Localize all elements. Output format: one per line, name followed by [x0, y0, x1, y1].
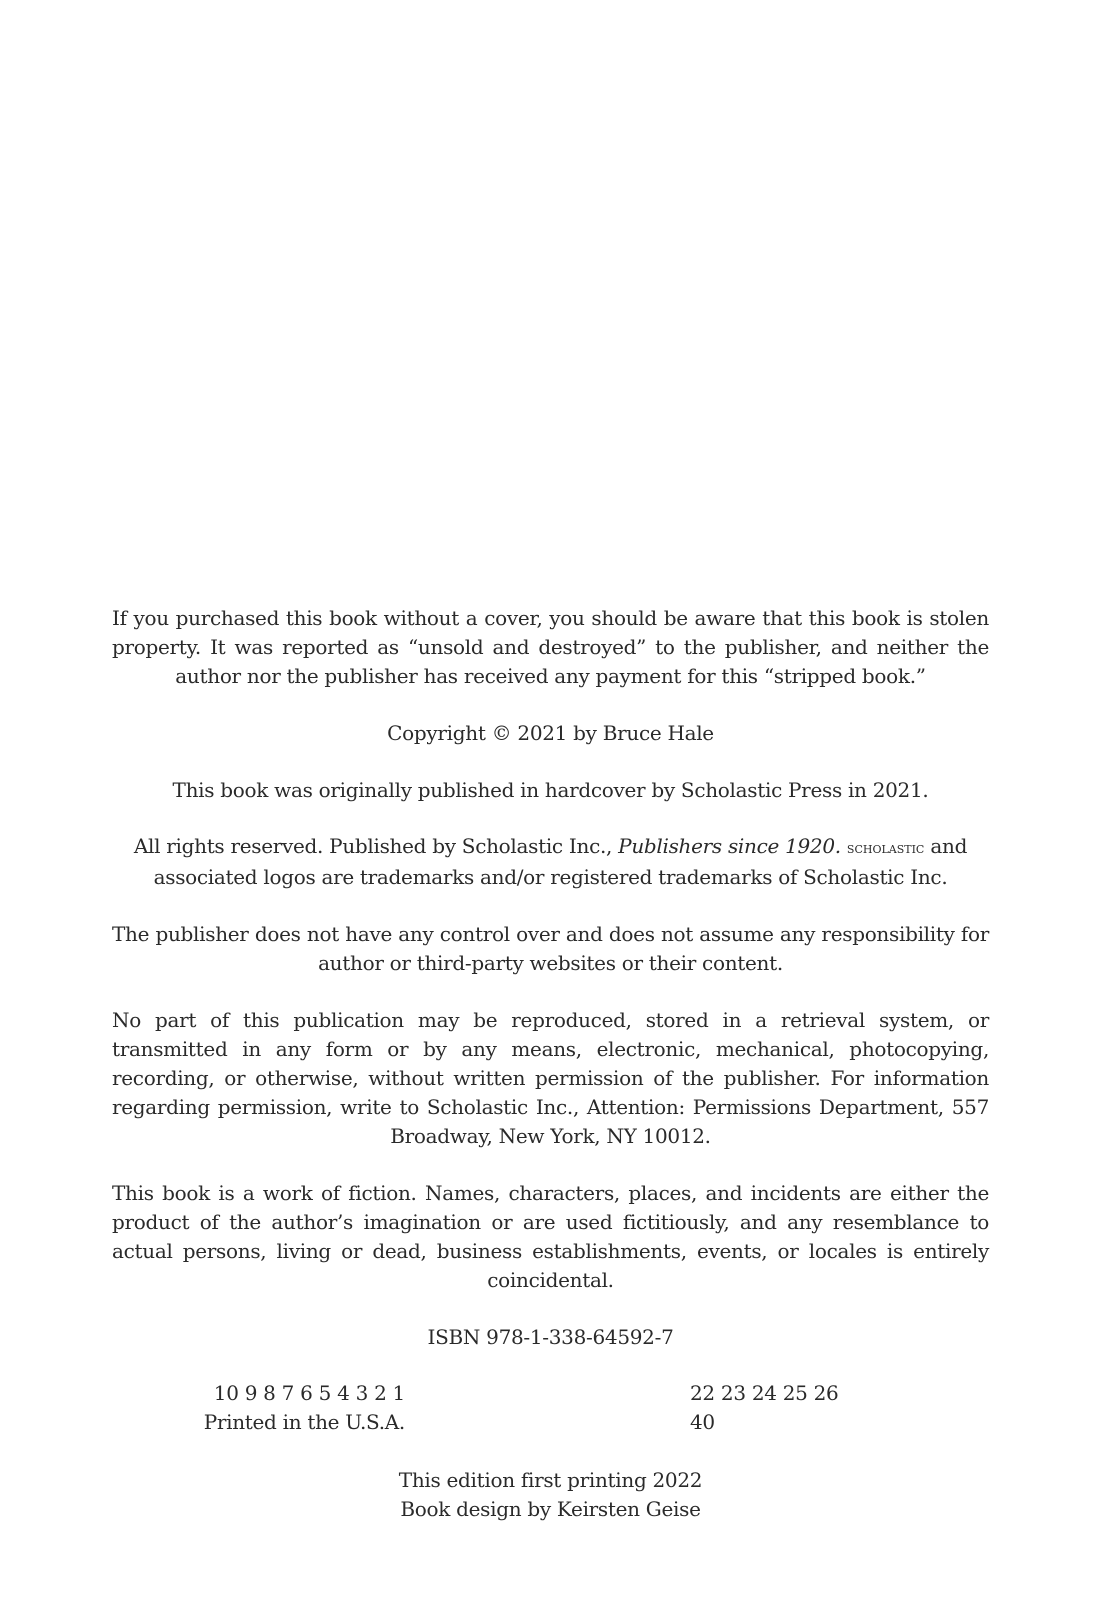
rights-reserved-notice — [112, 832, 989, 892]
printing-info — [112, 1379, 989, 1437]
book-design-credit: Book design by Keirsten Geise — [400, 1497, 701, 1521]
copyright-page — [112, 604, 989, 1524]
printing-year-line: 22 23 24 25 26 — [690, 1381, 839, 1405]
copyright-line: Copyright © 2021 by Bruce Hale — [387, 721, 714, 745]
printing-number-line: 10 9 8 7 6 5 4 3 2 1 — [213, 1381, 405, 1405]
isbn-line: ISBN 978-1-338-64592-7 — [427, 1325, 674, 1349]
edition-credits — [112, 1466, 989, 1524]
third-party-disclaimer: The publisher does not have any control over and does not assume any responsibility for author or third-party websites or their content. — [112, 922, 989, 975]
scholastic-wordmark: scholastic — [846, 839, 925, 857]
plant-code: 40 — [690, 1410, 715, 1434]
publishers-since-text: Publishers since 1920. — [618, 834, 841, 858]
printing-right-column — [690, 1379, 838, 1437]
rights-text-end: and associated logos are trademarks and/or registered trademarks of Scholastic Inc. — [153, 834, 968, 889]
stripped-book-notice: If you purchased this book without a cover, you should be aware that this book is stolen property. It was reported as “unsold and destroyed” to the publisher, and neither the author nor the publisher has received any payment for this “stripped book.” — [112, 606, 989, 688]
original-publication-note: This book was originally published in hardcover by Scholastic Press in 2021. — [172, 778, 929, 802]
printing-left-column — [204, 1379, 405, 1437]
fiction-disclaimer: This book is a work of fiction. Names, characters, places, and incidents are either the product of the author’s imagination or are used fictitiously, and any resemblance to actual persons, living or dead, business establishments, events, or locales is entirely coincidental. — [112, 1181, 989, 1292]
reproduction-notice: No part of this publication may be reproduced, stored in a retrieval system, or transmitted in any form or by any means, electronic, mechanical, photocopying, recording, or otherwise, without written permission of the publisher. For information regarding permission, write to Scholastic Inc., Attention: Permissions Department, 557 Broadway, New York, NY 10012. — [112, 1008, 989, 1148]
edition-printing-line: This edition first printing 2022 — [398, 1468, 703, 1492]
printed-in-line: Printed in the U.S.A. — [203, 1410, 405, 1434]
rights-text-start: All rights reserved. Published by Scholastic Inc., — [133, 834, 619, 858]
